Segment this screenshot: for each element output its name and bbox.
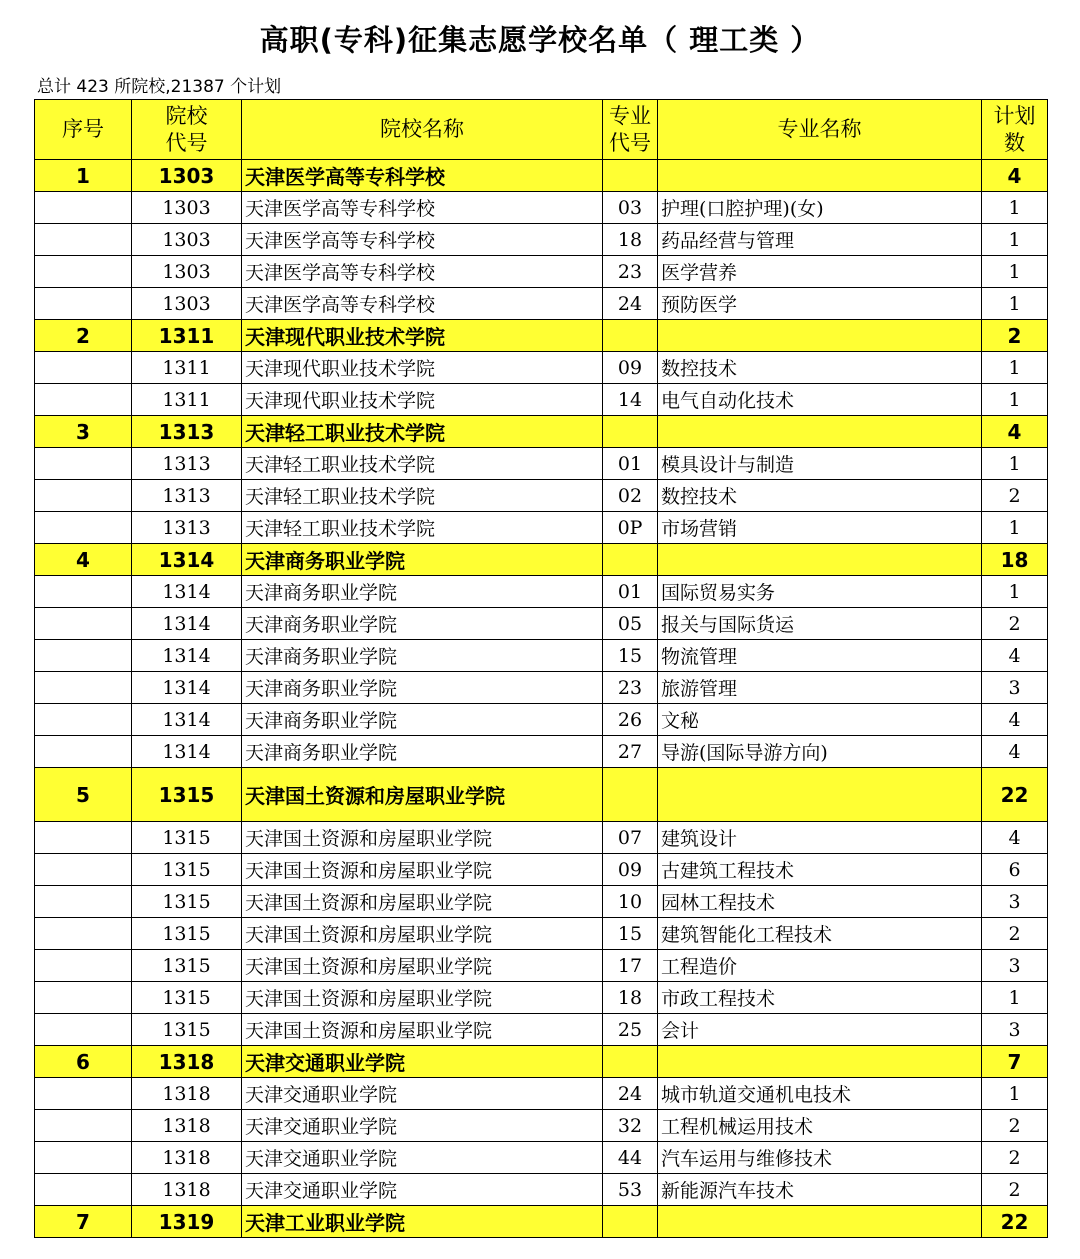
header-school-name: 院校名称 — [242, 100, 603, 160]
group-plan-total: 22 — [982, 1206, 1048, 1238]
row-plan: 4 — [982, 704, 1048, 736]
row-plan: 2 — [982, 1174, 1048, 1206]
row-school-code: 1303 — [132, 256, 242, 288]
row-plan: 1 — [982, 256, 1048, 288]
group-plan-total: 22 — [982, 768, 1048, 822]
row-major-code: 18 — [603, 224, 658, 256]
table-row — [35, 950, 1048, 982]
row-plan: 1 — [982, 576, 1048, 608]
row-seq — [35, 950, 132, 982]
row-seq — [35, 256, 132, 288]
group-seq: 7 — [35, 1206, 132, 1238]
table-row — [35, 640, 1048, 672]
row-major-code: 44 — [603, 1142, 658, 1174]
school-group-row — [35, 160, 1048, 192]
table-row — [35, 1142, 1048, 1174]
row-school-code: 1313 — [132, 448, 242, 480]
row-major-code: 53 — [603, 1174, 658, 1206]
row-school-code: 1318 — [132, 1174, 242, 1206]
row-seq — [35, 1174, 132, 1206]
row-seq — [35, 886, 132, 918]
summary-text: 总计 423 所院校,21387 个计划 — [37, 77, 282, 97]
row-seq — [35, 480, 132, 512]
row-plan: 1 — [982, 384, 1048, 416]
row-school-name: 天津国土资源和房屋职业学院 — [242, 854, 603, 886]
row-major-name: 工程机械运用技术 — [658, 1110, 982, 1142]
row-plan: 3 — [982, 950, 1048, 982]
group-major-name — [658, 1046, 982, 1078]
table-row — [35, 854, 1048, 886]
school-list-table — [34, 99, 1048, 1238]
group-seq: 5 — [35, 768, 132, 822]
row-plan: 4 — [982, 640, 1048, 672]
row-plan: 1 — [982, 352, 1048, 384]
table-row — [35, 512, 1048, 544]
table-row — [35, 192, 1048, 224]
row-plan: 3 — [982, 1014, 1048, 1046]
group-seq: 6 — [35, 1046, 132, 1078]
row-school-code: 1315 — [132, 854, 242, 886]
row-school-code: 1311 — [132, 384, 242, 416]
row-major-name: 数控技术 — [658, 352, 982, 384]
row-school-code: 1315 — [132, 982, 242, 1014]
row-school-code: 1314 — [132, 736, 242, 768]
group-school-code: 1319 — [132, 1206, 242, 1238]
row-plan: 1 — [982, 448, 1048, 480]
row-school-name: 天津交通职业学院 — [242, 1078, 603, 1110]
table-row — [35, 886, 1048, 918]
row-school-code: 1315 — [132, 950, 242, 982]
group-major-name — [658, 1206, 982, 1238]
row-major-name: 预防医学 — [658, 288, 982, 320]
table-row — [35, 672, 1048, 704]
group-plan-total: 18 — [982, 544, 1048, 576]
row-plan: 3 — [982, 886, 1048, 918]
group-school-name: 天津现代职业技术学院 — [242, 320, 603, 352]
header-plan: 计划 数 — [982, 100, 1048, 160]
row-seq — [35, 192, 132, 224]
row-plan: 1 — [982, 982, 1048, 1014]
row-major-code: 23 — [603, 672, 658, 704]
header-major-name: 专业名称 — [658, 100, 982, 160]
row-major-name: 城市轨道交通机电技术 — [658, 1078, 982, 1110]
group-school-name: 天津轻工职业技术学院 — [242, 416, 603, 448]
group-school-name: 天津国土资源和房屋职业学院 — [242, 768, 603, 822]
row-seq — [35, 672, 132, 704]
table-row — [35, 256, 1048, 288]
row-school-name: 天津医学高等专科学校 — [242, 256, 603, 288]
row-seq — [35, 1078, 132, 1110]
row-school-name: 天津国土资源和房屋职业学院 — [242, 950, 603, 982]
school-group-row — [35, 416, 1048, 448]
row-school-name: 天津国土资源和房屋职业学院 — [242, 918, 603, 950]
row-major-name: 建筑设计 — [658, 822, 982, 854]
group-school-code: 1314 — [132, 544, 242, 576]
group-plan-total: 7 — [982, 1046, 1048, 1078]
row-major-code: 24 — [603, 288, 658, 320]
group-major-code — [603, 1206, 658, 1238]
table-row — [35, 1014, 1048, 1046]
row-seq — [35, 704, 132, 736]
table-row — [35, 288, 1048, 320]
group-major-name — [658, 320, 982, 352]
row-school-name: 天津医学高等专科学校 — [242, 224, 603, 256]
row-plan: 1 — [982, 288, 1048, 320]
row-major-name: 模具设计与制造 — [658, 448, 982, 480]
group-school-name: 天津商务职业学院 — [242, 544, 603, 576]
table-row — [35, 918, 1048, 950]
group-plan-total: 2 — [982, 320, 1048, 352]
row-major-code: 01 — [603, 448, 658, 480]
row-major-code: 26 — [603, 704, 658, 736]
row-major-code: 27 — [603, 736, 658, 768]
school-group-row — [35, 768, 1048, 822]
row-major-code: 03 — [603, 192, 658, 224]
group-major-code — [603, 416, 658, 448]
table-row — [35, 1078, 1048, 1110]
row-major-code: 17 — [603, 950, 658, 982]
row-major-name: 市政工程技术 — [658, 982, 982, 1014]
group-school-code: 1303 — [132, 160, 242, 192]
row-seq — [35, 640, 132, 672]
row-seq — [35, 224, 132, 256]
row-plan: 2 — [982, 918, 1048, 950]
row-plan: 2 — [982, 1110, 1048, 1142]
group-school-code: 1318 — [132, 1046, 242, 1078]
row-plan: 2 — [982, 480, 1048, 512]
row-seq — [35, 1110, 132, 1142]
group-school-name: 天津医学高等专科学校 — [242, 160, 603, 192]
row-major-name: 市场营销 — [658, 512, 982, 544]
group-major-code — [603, 768, 658, 822]
group-seq: 3 — [35, 416, 132, 448]
row-plan: 4 — [982, 736, 1048, 768]
row-major-name: 数控技术 — [658, 480, 982, 512]
row-major-code: 02 — [603, 480, 658, 512]
school-group-row — [35, 320, 1048, 352]
row-major-name: 护理(口腔护理)(女) — [658, 192, 982, 224]
row-plan: 6 — [982, 854, 1048, 886]
group-plan-total: 4 — [982, 160, 1048, 192]
row-seq — [35, 608, 132, 640]
row-school-code: 1311 — [132, 352, 242, 384]
row-school-name: 天津商务职业学院 — [242, 736, 603, 768]
table-body — [35, 160, 1048, 1238]
row-major-name: 报关与国际货运 — [658, 608, 982, 640]
row-major-code: 05 — [603, 608, 658, 640]
school-group-row — [35, 1046, 1048, 1078]
school-group-row — [35, 544, 1048, 576]
row-school-code: 1315 — [132, 1014, 242, 1046]
row-school-name: 天津现代职业技术学院 — [242, 352, 603, 384]
group-major-code — [603, 320, 658, 352]
row-school-name: 天津国土资源和房屋职业学院 — [242, 822, 603, 854]
row-plan: 1 — [982, 224, 1048, 256]
row-seq — [35, 982, 132, 1014]
group-major-code — [603, 544, 658, 576]
row-plan: 3 — [982, 672, 1048, 704]
row-seq — [35, 512, 132, 544]
row-major-name: 会计 — [658, 1014, 982, 1046]
row-seq — [35, 576, 132, 608]
row-school-name: 天津商务职业学院 — [242, 640, 603, 672]
row-school-code: 1315 — [132, 822, 242, 854]
table-row — [35, 224, 1048, 256]
row-school-name: 天津医学高等专科学校 — [242, 288, 603, 320]
page-title: 高职(专科)征集志愿学校名单（ 理工类 ） — [259, 23, 821, 57]
row-major-name: 导游(国际导游方向) — [658, 736, 982, 768]
table-row — [35, 1174, 1048, 1206]
row-major-code: 23 — [603, 256, 658, 288]
row-major-code: 24 — [603, 1078, 658, 1110]
group-major-name — [658, 416, 982, 448]
group-major-name — [658, 544, 982, 576]
row-major-code: 01 — [603, 576, 658, 608]
group-major-name — [658, 160, 982, 192]
header-school-code: 院校 代号 — [132, 100, 242, 160]
row-school-name: 天津商务职业学院 — [242, 576, 603, 608]
table-row — [35, 352, 1048, 384]
row-plan: 2 — [982, 608, 1048, 640]
row-major-name: 物流管理 — [658, 640, 982, 672]
group-seq: 2 — [35, 320, 132, 352]
row-major-code: 15 — [603, 640, 658, 672]
table-row — [35, 384, 1048, 416]
group-major-name — [658, 768, 982, 822]
table-row — [35, 736, 1048, 768]
row-school-name: 天津轻工职业技术学院 — [242, 512, 603, 544]
group-school-code: 1313 — [132, 416, 242, 448]
row-major-name: 园林工程技术 — [658, 886, 982, 918]
row-school-code: 1318 — [132, 1078, 242, 1110]
row-seq — [35, 736, 132, 768]
row-school-code: 1303 — [132, 192, 242, 224]
row-seq — [35, 384, 132, 416]
table-row — [35, 704, 1048, 736]
row-major-code: 09 — [603, 352, 658, 384]
row-major-name: 药品经营与管理 — [658, 224, 982, 256]
row-seq — [35, 352, 132, 384]
row-school-code: 1318 — [132, 1110, 242, 1142]
header-seq: 序号 — [35, 100, 132, 160]
row-seq — [35, 1142, 132, 1174]
row-school-code: 1303 — [132, 224, 242, 256]
row-school-name: 天津现代职业技术学院 — [242, 384, 603, 416]
school-group-row — [35, 1206, 1048, 1238]
row-school-name: 天津交通职业学院 — [242, 1174, 603, 1206]
row-school-code: 1303 — [132, 288, 242, 320]
table-row — [35, 1110, 1048, 1142]
row-major-name: 古建筑工程技术 — [658, 854, 982, 886]
row-plan: 1 — [982, 512, 1048, 544]
row-major-code: 15 — [603, 918, 658, 950]
group-seq: 1 — [35, 160, 132, 192]
row-school-name: 天津国土资源和房屋职业学院 — [242, 886, 603, 918]
row-seq — [35, 1014, 132, 1046]
row-school-name: 天津国土资源和房屋职业学院 — [242, 982, 603, 1014]
header-major-code: 专业 代号 — [603, 100, 658, 160]
table-row — [35, 448, 1048, 480]
row-major-name: 电气自动化技术 — [658, 384, 982, 416]
group-school-name: 天津工业职业学院 — [242, 1206, 603, 1238]
group-school-code: 1311 — [132, 320, 242, 352]
row-school-name: 天津商务职业学院 — [242, 672, 603, 704]
group-school-name: 天津交通职业学院 — [242, 1046, 603, 1078]
row-plan: 1 — [982, 1078, 1048, 1110]
table-row — [35, 480, 1048, 512]
row-plan: 2 — [982, 1142, 1048, 1174]
row-plan: 4 — [982, 822, 1048, 854]
row-major-name: 新能源汽车技术 — [658, 1174, 982, 1206]
group-plan-total: 4 — [982, 416, 1048, 448]
row-school-code: 1314 — [132, 704, 242, 736]
row-school-name: 天津轻工职业技术学院 — [242, 448, 603, 480]
row-school-name: 天津国土资源和房屋职业学院 — [242, 1014, 603, 1046]
row-major-name: 旅游管理 — [658, 672, 982, 704]
row-school-name: 天津商务职业学院 — [242, 608, 603, 640]
row-major-name: 国际贸易实务 — [658, 576, 982, 608]
row-plan: 1 — [982, 192, 1048, 224]
group-seq: 4 — [35, 544, 132, 576]
row-seq — [35, 448, 132, 480]
row-major-code: 18 — [603, 982, 658, 1014]
table-header-row — [35, 100, 1048, 160]
row-major-code: 09 — [603, 854, 658, 886]
group-major-code — [603, 160, 658, 192]
row-school-name: 天津交通职业学院 — [242, 1110, 603, 1142]
row-school-code: 1314 — [132, 640, 242, 672]
row-seq — [35, 288, 132, 320]
row-major-code: 0P — [603, 512, 658, 544]
group-school-code: 1315 — [132, 768, 242, 822]
row-school-code: 1313 — [132, 480, 242, 512]
row-school-code: 1318 — [132, 1142, 242, 1174]
row-school-code: 1315 — [132, 886, 242, 918]
row-major-name: 建筑智能化工程技术 — [658, 918, 982, 950]
row-major-name: 工程造价 — [658, 950, 982, 982]
row-major-code: 07 — [603, 822, 658, 854]
row-school-name: 天津商务职业学院 — [242, 704, 603, 736]
table-row — [35, 608, 1048, 640]
table-row — [35, 982, 1048, 1014]
row-major-code: 25 — [603, 1014, 658, 1046]
row-seq — [35, 822, 132, 854]
row-school-code: 1315 — [132, 918, 242, 950]
table-row — [35, 822, 1048, 854]
row-school-name: 天津医学高等专科学校 — [242, 192, 603, 224]
row-major-name: 文秘 — [658, 704, 982, 736]
group-major-code — [603, 1046, 658, 1078]
row-school-code: 1313 — [132, 512, 242, 544]
row-school-code: 1314 — [132, 608, 242, 640]
row-major-code: 14 — [603, 384, 658, 416]
row-school-code: 1314 — [132, 672, 242, 704]
row-major-code: 10 — [603, 886, 658, 918]
table-row — [35, 576, 1048, 608]
row-school-name: 天津轻工职业技术学院 — [242, 480, 603, 512]
row-major-code: 32 — [603, 1110, 658, 1142]
row-major-name: 医学营养 — [658, 256, 982, 288]
row-school-name: 天津交通职业学院 — [242, 1142, 603, 1174]
row-school-code: 1314 — [132, 576, 242, 608]
row-seq — [35, 918, 132, 950]
row-seq — [35, 854, 132, 886]
row-major-name: 汽车运用与维修技术 — [658, 1142, 982, 1174]
